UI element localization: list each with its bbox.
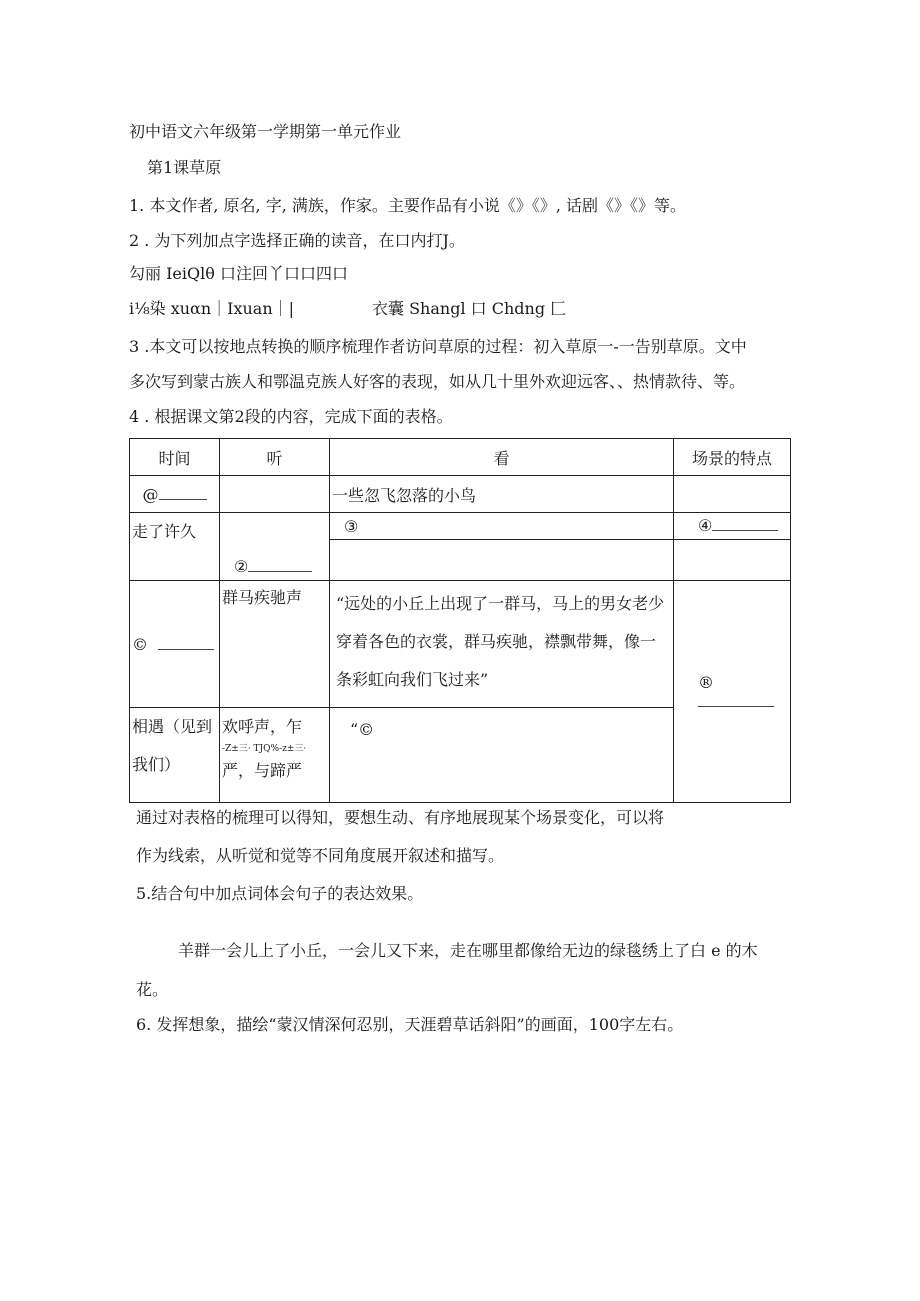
row1-time-marker: @ xyxy=(142,484,159,504)
row4-hear-cell xyxy=(220,708,330,803)
table-row xyxy=(130,581,791,708)
row12-feature-marker: ④ xyxy=(698,516,713,535)
row2-hear-marker: ② xyxy=(234,557,249,576)
table-header-row xyxy=(130,439,791,476)
row3-hear-cell: 群马疾驰声 xyxy=(220,581,330,708)
header-hear: 听 xyxy=(220,439,330,476)
question-2: 2 . 为下列加点字选择正确的读音，在口内打J。 xyxy=(129,231,465,250)
row1-see-cell: 一些忽飞忽落的小鸟 xyxy=(330,476,674,513)
row4-time-cell xyxy=(130,708,220,803)
answer-table xyxy=(129,438,791,803)
row4-time-text: 相遇（见到我们） xyxy=(132,717,213,774)
row1-hear-cell xyxy=(220,476,330,513)
row34-feature-blank[interactable] xyxy=(698,706,774,707)
row1-time-blank[interactable] xyxy=(159,499,207,500)
row3-time-cell xyxy=(130,581,220,708)
question-1: 1. 本文作者, 原名, 字, 满族，作家。主要作品有小说《》《》, 话剧《》《》等。 xyxy=(129,196,687,215)
question-2-line-2b: 衣囊 Shangl 口 Chdng 匚 xyxy=(372,299,567,318)
question-2-line-1: 勾丽 IeiQlθ 口注回丫口口四口 xyxy=(129,264,348,283)
row4-hear-small: -Z±三· TJQ%-z±三· xyxy=(222,744,307,754)
question-3-line-1: 3 .本文可以按地点转换的顺序梳理作者访问草原的过程：初入草原一-一告别草原。文中 xyxy=(129,337,747,356)
question-3-line-2: 多次写到蒙古族人和鄂温克族人好客的表现，如从几十里外欢迎远客、、热情款待、等。 xyxy=(129,372,746,391)
header-time: 时间 xyxy=(130,439,220,476)
lesson-title: 第1课草原 xyxy=(147,158,222,177)
question-4: 4 . 根据课文第2段的内容，完成下面的表格。 xyxy=(129,407,453,426)
row4-hear-line-b: 严，与蹄严 xyxy=(222,761,303,780)
table-row xyxy=(130,476,791,513)
header-feature: 场景的特点 xyxy=(674,439,791,476)
row2-hear-cell xyxy=(220,513,330,581)
summary-line-1: 通过对表格的梳理可以得知，要想生动、有序地展现某个场景变化，可以将 xyxy=(136,808,665,827)
row34-feature-marker: ® xyxy=(698,672,714,692)
question-5: 5.结合句中加点词体会句子的表达效果。 xyxy=(136,884,424,903)
row2b-see-cell xyxy=(330,540,674,581)
row12-feature-cell xyxy=(674,476,791,581)
row4-see-cell: “© xyxy=(330,708,674,803)
row2-see-cell: ③ xyxy=(330,513,674,540)
row1-time-cell xyxy=(130,476,220,513)
doc-title: 初中语文六年级第一学期第一单元作业 xyxy=(129,122,402,141)
row2-time-text: 走了许久 xyxy=(132,522,197,541)
row2-hear-blank[interactable] xyxy=(248,571,312,572)
row3-time-blank[interactable] xyxy=(158,649,214,650)
header-see: 看 xyxy=(330,439,674,476)
row34-feature-cell xyxy=(674,581,791,803)
row12-feature-blank[interactable] xyxy=(712,530,778,531)
row2-time-cell xyxy=(130,513,220,581)
question-5-sentence-line-2: 花。 xyxy=(136,980,169,999)
row3-see-cell: “远处的小丘上出现了一群马，马上的男女老少穿着各色的衣裳，群马疾驰，襟飘带舞，像一条彩虹向我们飞过来” xyxy=(330,581,674,708)
question-6: 6. 发挥想象，描绘“蒙汉情深何忍别，天涯碧草话斜阳”的画面，100字左右。 xyxy=(136,1015,684,1034)
summary-line-2: 作为线索，从听觉和觉等不同角度展开叙述和描写。 xyxy=(136,846,505,865)
question-5-sentence-line-1: 羊群一会儿上了小丘，一会儿又下来，走在哪里都像给无边的绿毯绣上了白 e 的木 xyxy=(178,941,758,960)
row4-hear-line-a: 欢呼声，乍 xyxy=(222,717,303,736)
question-2-line-2a: i⅛染 xuαn｜Ixuan｜| xyxy=(129,299,295,318)
row3-time-marker: © xyxy=(132,634,148,654)
